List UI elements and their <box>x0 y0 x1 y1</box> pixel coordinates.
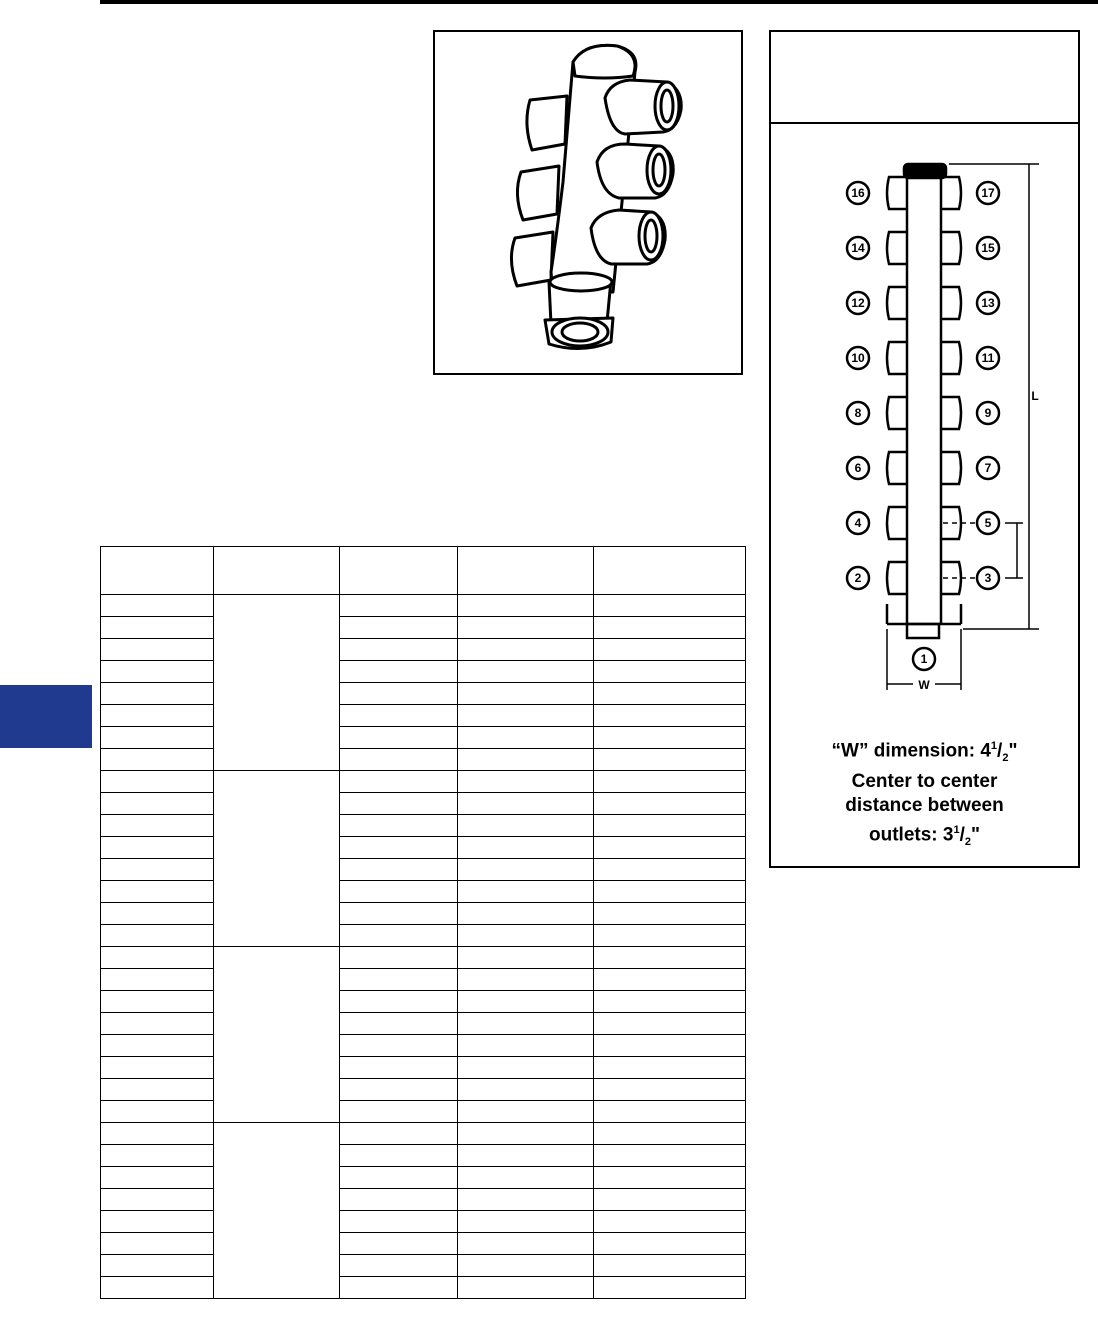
table-cell <box>340 1035 458 1057</box>
table-cell <box>594 1211 746 1233</box>
table-cell <box>594 1277 746 1299</box>
outlet-number: 13 <box>981 296 995 310</box>
table-cell <box>458 991 594 1013</box>
table-cell <box>101 1035 214 1057</box>
bottom-outlet <box>907 624 939 638</box>
table-cell <box>101 1145 214 1167</box>
table-cell <box>458 947 594 969</box>
table-cell <box>458 793 594 815</box>
table-cell <box>340 639 458 661</box>
table-cell <box>101 595 214 617</box>
table-cell <box>101 1233 214 1255</box>
table-row <box>101 925 746 947</box>
diagram-note <box>771 734 1078 854</box>
outlet-number: 8 <box>854 406 862 420</box>
table-cell <box>214 771 340 947</box>
table-cell <box>340 969 458 991</box>
length-label: L <box>1031 389 1039 403</box>
table-row <box>101 771 746 793</box>
table-cell <box>458 727 594 749</box>
spec-table <box>100 546 746 1299</box>
table-cell <box>101 903 214 925</box>
table-cell <box>101 1167 214 1189</box>
table-cell <box>340 1233 458 1255</box>
section-tab <box>0 685 92 748</box>
table-cell <box>101 1013 214 1035</box>
table-cell <box>340 1079 458 1101</box>
table-cell <box>458 1189 594 1211</box>
table-row <box>101 815 746 837</box>
table-cell <box>458 1211 594 1233</box>
table-cell <box>594 881 746 903</box>
table-cell <box>101 683 214 705</box>
table-row <box>101 1211 746 1233</box>
table-header-row <box>101 547 746 595</box>
table-cell <box>458 683 594 705</box>
table-cell <box>458 881 594 903</box>
table-cell <box>340 881 458 903</box>
table-row <box>101 1101 746 1123</box>
table-row <box>101 1255 746 1277</box>
table-row <box>101 1035 746 1057</box>
table-row <box>101 749 746 771</box>
table-row <box>101 859 746 881</box>
table-row <box>101 1013 746 1035</box>
table-cell <box>594 903 746 925</box>
table-cell <box>458 1079 594 1101</box>
table-row <box>101 1277 746 1299</box>
table-cell <box>340 1057 458 1079</box>
note-line-1: “W” dimension: $4^1/_2$" <box>831 740 1018 765</box>
diagram-header <box>771 32 1078 124</box>
table-cell <box>340 1145 458 1167</box>
table-row <box>101 683 746 705</box>
width-label: W <box>918 678 930 692</box>
table-cell <box>458 815 594 837</box>
table-cell <box>340 1101 458 1123</box>
header-cell <box>458 547 594 595</box>
outlet-diagram <box>771 124 1078 724</box>
table-cell <box>594 683 746 705</box>
table-cell <box>594 1145 746 1167</box>
table-cell <box>594 705 746 727</box>
table-cell <box>101 793 214 815</box>
table-row <box>101 837 746 859</box>
table-cell <box>458 1123 594 1145</box>
table-cell <box>101 1079 214 1101</box>
table-cell <box>101 661 214 683</box>
table-cell <box>214 947 340 1123</box>
table-cell <box>101 881 214 903</box>
manifold-cap <box>904 164 946 178</box>
outlet-number: 1 <box>920 652 928 666</box>
table-cell <box>214 1123 340 1299</box>
table-cell <box>594 1233 746 1255</box>
outlet-number: 15 <box>981 241 995 255</box>
table-cell <box>458 749 594 771</box>
table-cell <box>458 1167 594 1189</box>
table-cell <box>594 1255 746 1277</box>
note-line-2: Center to center <box>851 771 998 793</box>
table-cell <box>101 815 214 837</box>
table-cell <box>594 1079 746 1101</box>
outlet-right-lobe <box>941 397 961 429</box>
outlet-number: 5 <box>984 516 992 530</box>
table-cell <box>101 1277 214 1299</box>
table-cell <box>101 771 214 793</box>
outlet-left-lobe <box>887 342 907 374</box>
table-row <box>101 705 746 727</box>
outlet-number: 4 <box>854 516 862 530</box>
table-cell <box>101 639 214 661</box>
table-cell <box>458 1035 594 1057</box>
outlet-left-lobe <box>887 287 907 319</box>
table-row <box>101 661 746 683</box>
outlet-number: 2 <box>854 571 862 585</box>
product-illustration-frame <box>433 30 743 375</box>
table-cell <box>101 859 214 881</box>
table-cell <box>214 595 340 771</box>
outlet-number: 9 <box>984 406 992 420</box>
top-rule <box>100 0 1098 4</box>
table-row <box>101 1189 746 1211</box>
table-cell <box>340 1255 458 1277</box>
table-cell <box>594 661 746 683</box>
table-row <box>101 617 746 639</box>
table-cell <box>340 903 458 925</box>
table-cell <box>340 727 458 749</box>
table-cell <box>458 1255 594 1277</box>
table-cell <box>458 771 594 793</box>
note-line-4: outlets: $3^1/_2$" <box>869 824 980 849</box>
table-cell <box>458 1233 594 1255</box>
table-cell <box>458 837 594 859</box>
table-row <box>101 903 746 925</box>
table-body <box>101 595 746 1299</box>
outlet-left-lobe <box>887 397 907 429</box>
table-cell <box>458 1277 594 1299</box>
table-cell <box>340 1123 458 1145</box>
table-cell <box>594 1123 746 1145</box>
outlet-right-lobe <box>941 232 961 264</box>
table-cell <box>340 947 458 969</box>
table-cell <box>458 595 594 617</box>
table-cell <box>594 815 746 837</box>
table-cell <box>458 617 594 639</box>
table-cell <box>458 705 594 727</box>
header-cell <box>214 547 340 595</box>
table-cell <box>340 771 458 793</box>
table-cell <box>594 639 746 661</box>
table-cell <box>594 617 746 639</box>
table-cell <box>340 815 458 837</box>
table-cell <box>101 947 214 969</box>
outlet-number: 7 <box>984 461 992 475</box>
table-cell <box>594 1167 746 1189</box>
table-cell <box>101 727 214 749</box>
table-cell <box>340 617 458 639</box>
table-cell <box>458 859 594 881</box>
table-row <box>101 991 746 1013</box>
table-cell <box>101 991 214 1013</box>
table-cell <box>594 749 746 771</box>
table-cell <box>594 925 746 947</box>
table-cell <box>340 683 458 705</box>
outlet-number: 14 <box>851 241 865 255</box>
table-cell <box>101 1211 214 1233</box>
table-cell <box>340 1189 458 1211</box>
table-cell <box>594 991 746 1013</box>
outlet-number: 17 <box>981 186 995 200</box>
outlet-number: 16 <box>851 186 865 200</box>
outlet-right-lobe <box>941 452 961 484</box>
table-cell <box>594 947 746 969</box>
table-row <box>101 1079 746 1101</box>
table-row <box>101 881 746 903</box>
table-row <box>101 947 746 969</box>
outlet-number: 12 <box>851 296 865 310</box>
outlet-right-lobe <box>941 177 961 209</box>
table-cell <box>101 1123 214 1145</box>
table-cell <box>340 1211 458 1233</box>
table-cell <box>458 969 594 991</box>
outlet-left-lobe <box>887 452 907 484</box>
table-cell <box>101 837 214 859</box>
table-cell <box>458 661 594 683</box>
outlet-right-lobe <box>941 287 961 319</box>
table-row <box>101 1233 746 1255</box>
table-cell <box>340 1167 458 1189</box>
outlet-number: 3 <box>984 571 992 585</box>
table-cell <box>458 1013 594 1035</box>
table-cell <box>594 727 746 749</box>
outlet-right-lobe <box>941 342 961 374</box>
table-cell <box>594 837 746 859</box>
table-cell <box>594 771 746 793</box>
table-cell <box>340 837 458 859</box>
table-cell <box>101 749 214 771</box>
table-row <box>101 969 746 991</box>
table-row <box>101 1123 746 1145</box>
table-row <box>101 1057 746 1079</box>
outlet-left-lobe <box>887 177 907 209</box>
table-cell <box>594 1057 746 1079</box>
note-line-3: distance between <box>845 795 1004 817</box>
header-cell <box>340 547 458 595</box>
table-cell <box>458 1101 594 1123</box>
outlet-diagram-frame <box>769 30 1080 868</box>
header-cell <box>594 547 746 595</box>
table-cell <box>594 1101 746 1123</box>
table-cell <box>340 1013 458 1035</box>
table-cell <box>458 925 594 947</box>
outlet-number: 6 <box>854 461 862 475</box>
table-cell <box>101 1189 214 1211</box>
manifold-illustration <box>435 32 741 373</box>
table-cell <box>340 661 458 683</box>
table-row <box>101 793 746 815</box>
table-row <box>101 1167 746 1189</box>
table-cell <box>101 617 214 639</box>
table-row <box>101 727 746 749</box>
table-cell <box>594 859 746 881</box>
table-cell <box>340 595 458 617</box>
table-row <box>101 1145 746 1167</box>
table-cell <box>458 903 594 925</box>
table-cell <box>101 1101 214 1123</box>
header-cell <box>101 547 214 595</box>
table-row <box>101 595 746 617</box>
outlet-left-lobe <box>887 562 907 594</box>
table-cell <box>594 1189 746 1211</box>
table-cell <box>340 793 458 815</box>
table-cell <box>594 1035 746 1057</box>
table-cell <box>340 1277 458 1299</box>
outlet-left-lobe <box>887 232 907 264</box>
table-cell <box>101 705 214 727</box>
outlet-left-lobe <box>887 507 907 539</box>
table-cell <box>340 749 458 771</box>
table-cell <box>458 639 594 661</box>
table-cell <box>101 1255 214 1277</box>
table-cell <box>458 1057 594 1079</box>
table-cell <box>594 793 746 815</box>
outlet-number: 10 <box>851 351 865 365</box>
outlet-number: 11 <box>981 351 995 365</box>
table-cell <box>458 1145 594 1167</box>
table-cell <box>101 1057 214 1079</box>
table-cell <box>340 705 458 727</box>
table-cell <box>340 859 458 881</box>
table-cell <box>101 925 214 947</box>
table-cell <box>594 595 746 617</box>
table-cell <box>101 969 214 991</box>
table-cell <box>594 1013 746 1035</box>
table-row <box>101 639 746 661</box>
table-cell <box>594 969 746 991</box>
table-cell <box>340 991 458 1013</box>
table-cell <box>340 925 458 947</box>
